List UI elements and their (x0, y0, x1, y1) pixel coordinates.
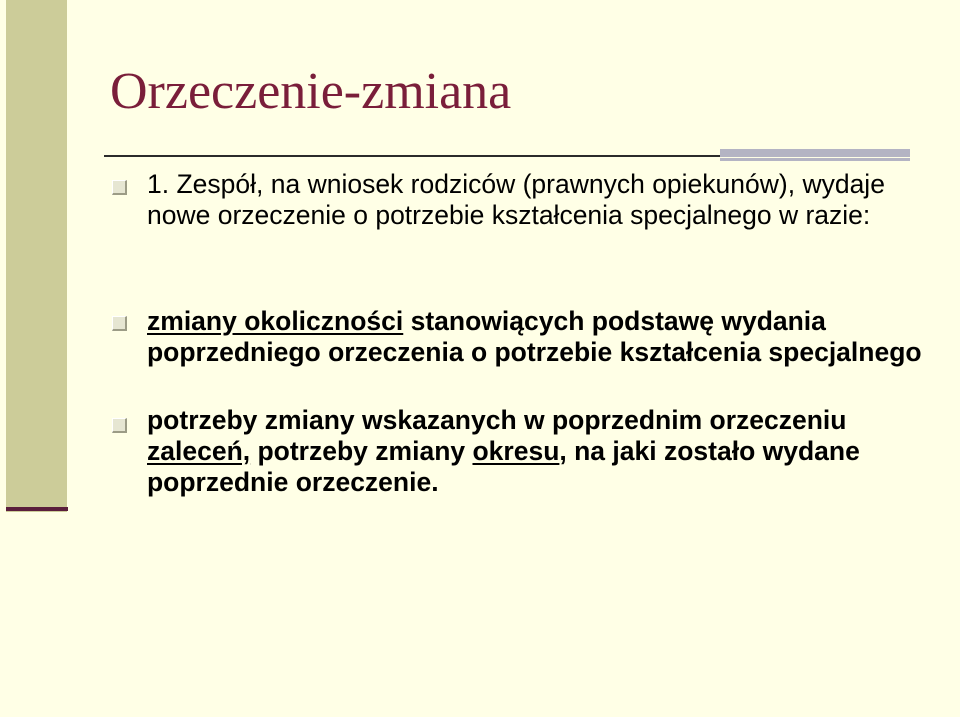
bullet-icon (112, 418, 127, 433)
sidebar-tick (6, 507, 68, 511)
bullet-icon (112, 316, 127, 331)
list-item-3-text-3: , na jaki zostało wydane poprzednie orzeczenie. (147, 436, 860, 497)
link-okresu[interactable]: okresu (472, 436, 560, 466)
list-item-2 (147, 306, 927, 368)
list-item-3-text-1: potrzeby zmiany wskazanych w poprzednim orzeczeniu (147, 405, 847, 435)
bullet-icon (112, 180, 127, 195)
title-accent-line (720, 158, 910, 161)
decorative-sidebar (6, 0, 67, 512)
list-item-1: 1. Zespół, na wniosek rodziców (prawnych opiekunów), wydaje nowe orzeczenie o potrzebie kształcenia specjalnego w razie: (147, 169, 885, 230)
list-item-3-text-2: potrzeby zmiany (250, 436, 473, 466)
link-zalecen[interactable]: zaleceń, (147, 436, 251, 466)
link-zmiany-okolicznosci[interactable]: zmiany okoliczności (147, 306, 404, 336)
title-accent-bar (720, 149, 910, 157)
list-item-2-text: stanowiących podstawę wydania poprzedniego orzeczenia o potrzebie kształcenia specjalnego (147, 306, 922, 367)
list-item-3 (147, 405, 927, 498)
slide-title: Orzeczenie-zmiana (110, 63, 512, 120)
